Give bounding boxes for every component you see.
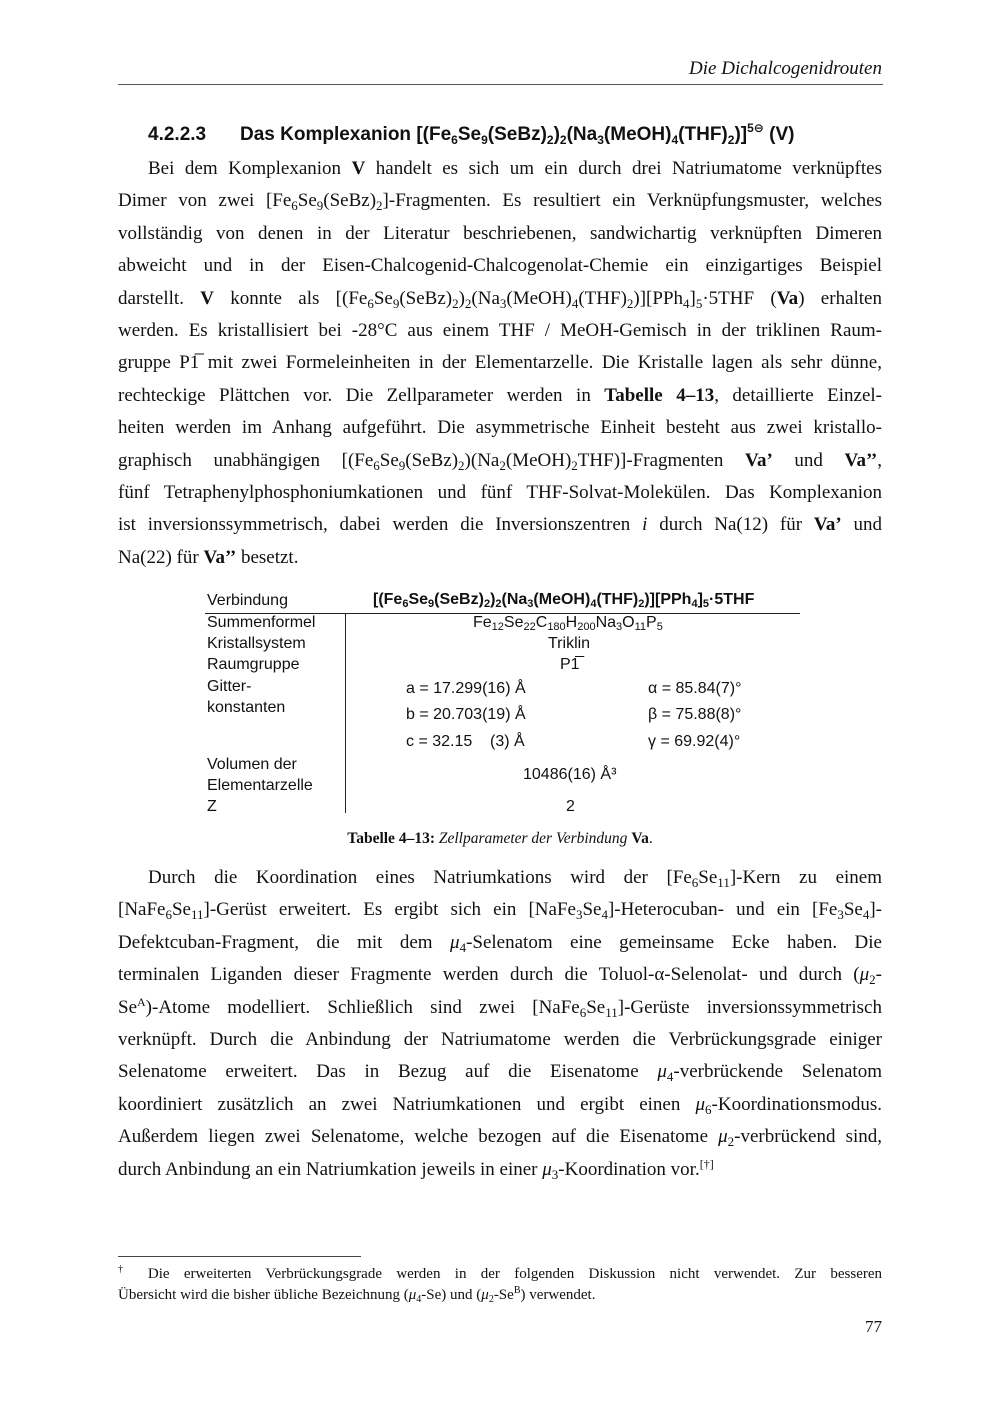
text-line: $Se^A$)-Atome modelliert. Schließlich sind zwei $[NaFe_6Se_{11}]$-Gerüste inversionssymmetrisch bbox=[118, 994, 882, 1020]
text-line: fünf Tetraphenylphosphoniumkationen und fünf THF-Solvat-Molekülen. Das Komplexanion bbox=[118, 481, 882, 503]
text-line: Durch die Koordination eines Natriumkations wird der $[Fe_6Se_{11}]$-Kern zu einem bbox=[148, 867, 882, 890]
footnote bbox=[118, 1264, 882, 1306]
text-line: Bei dem Komplexanion V handelt es sich um ein durch drei Natriumatome verknüpftes bbox=[148, 158, 882, 179]
text-line: werden. Es kristallisiert bei -28°C aus einem THF / MeOH-Gemisch in der triklinen Raum- bbox=[118, 319, 882, 341]
text-line: darstellt. V konnte als $[(Fe_6Se_9(SeBz)_2)_2(Na_3(MeOH)_4(THF)_2)][PPh_4]_5\cdot 5THF$ (Va) erhalten bbox=[118, 287, 882, 311]
value-b: b = 20.703(19) Å bbox=[406, 706, 526, 723]
paragraph-intro bbox=[118, 153, 882, 574]
cell-parameter-table bbox=[205, 590, 800, 820]
label-formula: Summenformel bbox=[207, 614, 316, 631]
footnote-rule bbox=[118, 1256, 361, 1257]
value-z: 2 bbox=[566, 798, 575, 815]
label-space-group: Raumgruppe bbox=[207, 656, 300, 673]
section-title: Das Komplexanion $[(Fe_6Se_9(SeBz)_2)_2(Na_3(MeOH)_4(THF)_2)]^{5⊖}$ (V) bbox=[240, 121, 795, 147]
text-line: vollständig von denen in der Literatur beschriebenen, sandwichartig verknüpften Dimeren bbox=[118, 222, 882, 244]
label-compound: Verbindung bbox=[207, 592, 288, 609]
text-line: Selenatome erweitert. Das in Bezug auf die Eisenatome $\mu_4$-verbrückende Selenatom bbox=[118, 1061, 882, 1085]
label-lattice-2: konstanten bbox=[207, 699, 286, 716]
compound-formula: $[(Fe_6Se_9(SeBz)_2)_2(Na_3(MeOH)_4(THF)_2)][PPh_4]_5\cdot 5THF$ bbox=[373, 591, 755, 610]
text-line: terminalen Liganden dieser Fragmente werden durch die Toluol-α-Selenolat- und durch ($\mu_2-$ bbox=[118, 964, 882, 988]
text-line: verknüpft. Durch die Anbindung der Natriumatome werden die Verbrückungsgrade einiger bbox=[118, 1028, 882, 1050]
section-heading bbox=[148, 121, 888, 147]
caption-label: Tabelle 4–13: bbox=[347, 830, 435, 847]
value-alpha: α = 85.84(7)° bbox=[648, 680, 742, 697]
running-head: Die Dichalcogenidrouten bbox=[689, 58, 882, 79]
caption-compound: Va bbox=[631, 830, 649, 847]
caption-text: Zellparameter der Verbindung bbox=[434, 830, 632, 847]
value-formula: $Fe_{12}Se_{22}C_{180}H_{200}Na_3O_{11}P_5$ bbox=[473, 614, 663, 633]
label-z: Z bbox=[207, 798, 217, 815]
caption-end: . bbox=[648, 830, 653, 847]
label-crystal-system: Kristallsystem bbox=[207, 635, 306, 652]
label-lattice-1: Gitter- bbox=[207, 678, 252, 695]
text-line: $[NaFe_6Se_{11}]$-Gerüst erweitert. Es ergibt sich ein $[NaFe_3Se_4]-Heterocuban-$ und ein $[Fe_3Se_4]-$ bbox=[118, 899, 882, 923]
value-a: a = 17.299(16) Å bbox=[406, 680, 526, 697]
section-number: 4.2.2.3 bbox=[148, 124, 207, 145]
paragraph-coordination bbox=[118, 862, 882, 1186]
label-volume-2: Elementarzelle bbox=[207, 777, 313, 794]
label-volume-1: Volumen der bbox=[207, 756, 297, 773]
text-line: Außerdem liegen zwei Selenatome, welche bezogen auf die Eisenatome $\mu_2$-verbrückend sind, bbox=[118, 1126, 882, 1150]
text-line: abweicht und in der Eisen-Chalcogenid-Chalcogenolat-Chemie ein einzigartiges Beispiel bbox=[118, 255, 882, 277]
footnote-line-1: † Die erweiterten Verbrückungsgrade werden in der folgenden Diskussion nicht verwendet. Zur besseren bbox=[118, 1264, 882, 1282]
value-volume: 10486(16) Å³ bbox=[523, 766, 617, 783]
text-line: heiten werden im Anhang aufgeführt. Die asymmetrische Einheit besteht aus zwei kristallo- bbox=[118, 417, 882, 439]
table-caption bbox=[118, 830, 882, 848]
text-line: Na(22) für Va’’ besetzt. bbox=[118, 546, 299, 568]
text-line: Dimer von zwei $[Fe_6Se_9(SeBz)_2]$-Fragmenten. Es resultiert ein Verknüpfungsmuster, welches bbox=[118, 190, 882, 214]
text-line: durch Anbindung an ein Natriumkation jeweils in einer $\mu_3$-Koordination vor.[†] bbox=[118, 1156, 714, 1182]
value-gamma: γ = 69.92(4)° bbox=[648, 733, 741, 750]
value-space-group: P1̅ bbox=[560, 656, 580, 673]
value-beta: β = 75.88(8)° bbox=[648, 706, 742, 723]
text-line: ist inversionssymmetrisch, dabei werden die Inversionszentren i durch Na(12) für Va’ und bbox=[118, 514, 882, 536]
text-line: rechteckige Plättchen vor. Die Zellparameter werden in Tabelle 4–13, detaillierte Einzel- bbox=[118, 384, 882, 406]
value-crystal-system: Triklin bbox=[548, 635, 591, 652]
header-rule bbox=[118, 84, 883, 85]
text-line: koordiniert zusätzlich an zwei Natriumkationen und ergibt einen $\mu_6$-Koordinationsmodus. bbox=[118, 1093, 882, 1117]
text-line: graphisch unabhängigen $[(Fe_6Se_9(SeBz)_2)(Na_2(MeOH)_2THF)]$-Fragmenten Va’ und Va’’, bbox=[118, 449, 882, 473]
text-line: gruppe P1̅ mit zwei Formeleinheiten in der Elementarzelle. Die Kristalle lagen als sehr dünne, bbox=[118, 352, 882, 374]
footnote-line-2: Übersicht wird die bisher übliche Bezeichnung $(\mu_4-Se)$ und $(\mu_2-Se^B)$ verwendet. bbox=[118, 1285, 596, 1305]
value-c: c = 32.15 (3) Å bbox=[406, 733, 525, 750]
text-line: Defektcuban-Fragment, die mit dem $\mu_4$-Selenatom eine gemeinsame Ecke haben. Die bbox=[118, 931, 882, 955]
table-column-divider bbox=[345, 613, 346, 813]
page-number: 77 bbox=[865, 1317, 882, 1336]
